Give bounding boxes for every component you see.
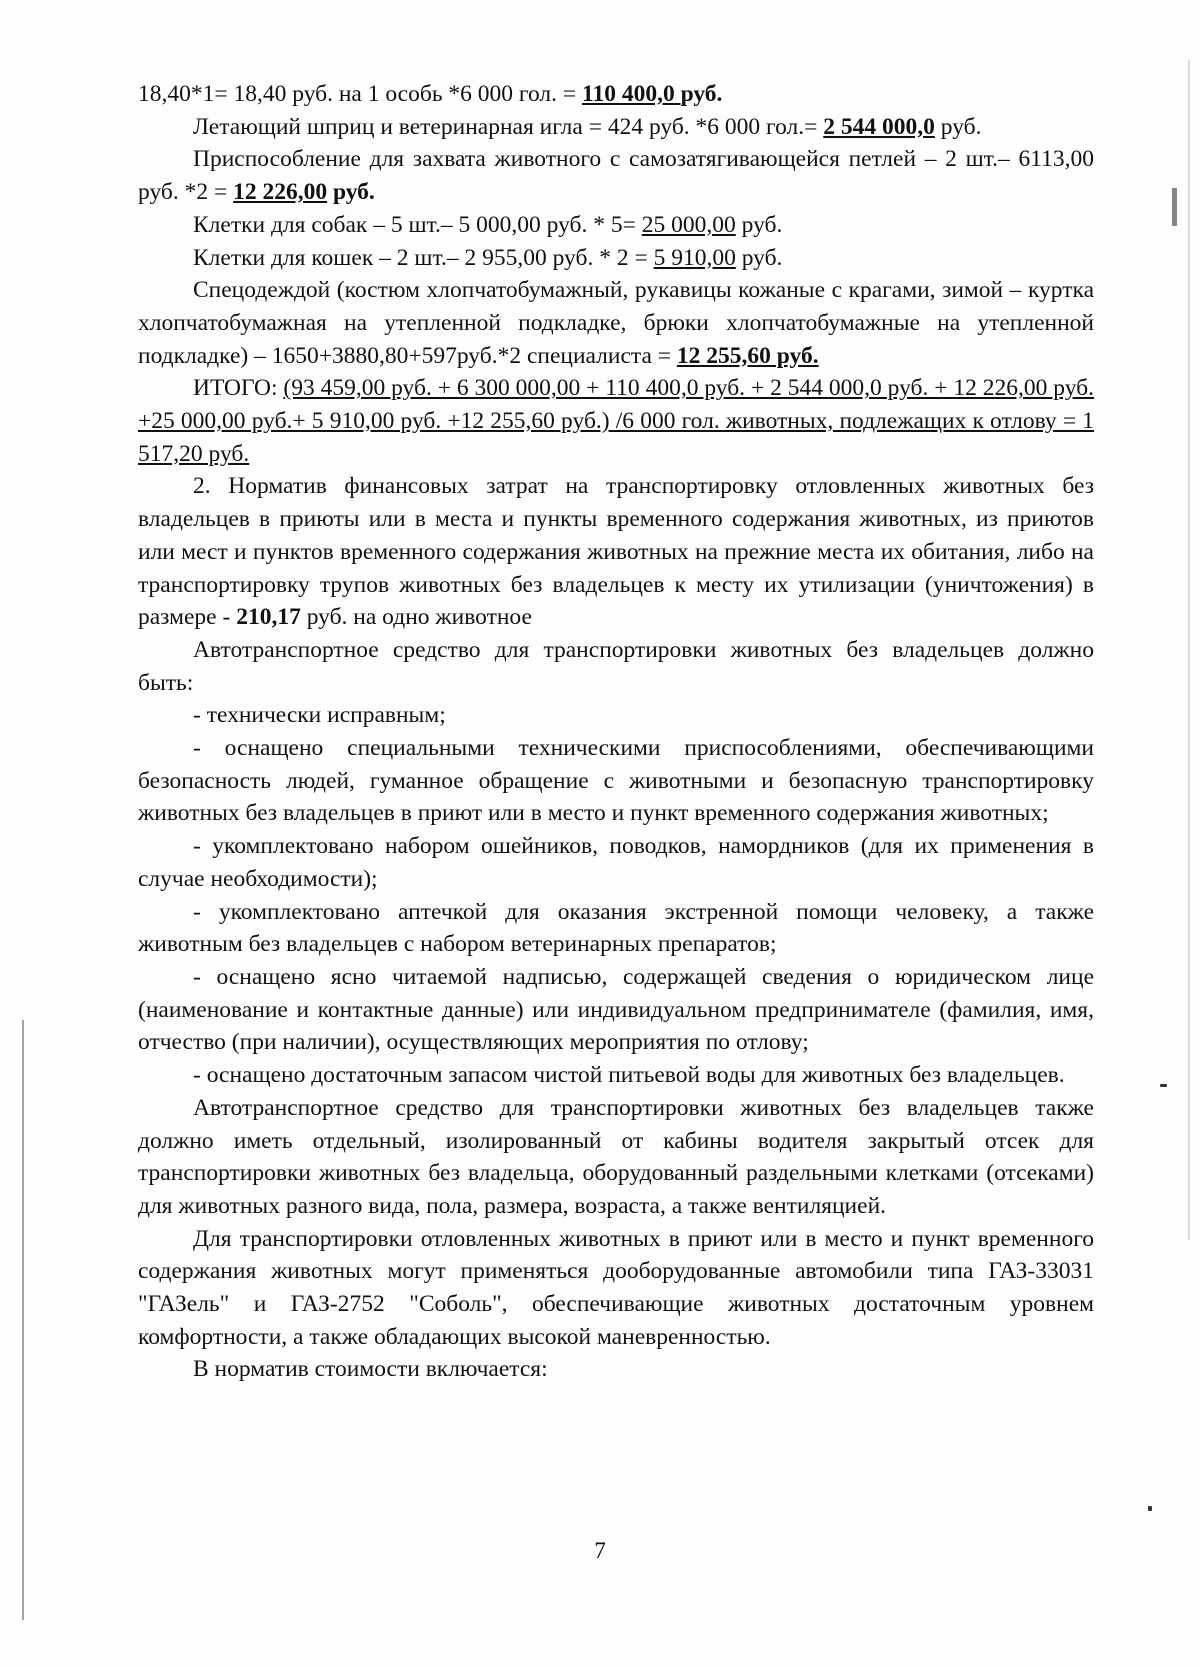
- text-run: ИТОГО:: [193, 375, 284, 402]
- text-run: Спецодеждой (костюм хлопчатобумажный, рукавицы кожаные с крагами, зимой – куртка хлопчатобумажная на утепленной подкладке, брюки хлопчатобумажные на утепленной подкладке) – 1650+3880,80+597руб.*2 специалиста =: [138, 277, 1094, 369]
- paragraph-capture-device: [138, 143, 1094, 208]
- paragraph-cat-cages: [138, 242, 1094, 275]
- text-run: - оснащено ясно читаемой надписью, содержащей сведения о юридическом лице (наименование и контактные данные) или индивидуальном предпринимателе (фамилия, имя, отчество (при наличии), осуществляющих мероприятия по отлову;: [138, 963, 1094, 1056]
- text-run: руб.: [934, 113, 982, 140]
- paragraph-total: [138, 372, 1094, 470]
- text-run: руб. на одно животное: [300, 604, 532, 631]
- text-run: - оснащено достаточным запасом чистой питьевой воды для животных без владельцев.: [193, 1062, 1065, 1089]
- text-run: (93 459,00 руб. + 6 300 000,00 + 110 400,0 руб. + 2 544 000,0 руб. + 12 226,00 руб. +25 000,00 руб.+ 5 910,00 руб. +12 255,60 руб.) /6 000 гол. животных, подлежащих к отлову = 1 517,20 руб.: [138, 375, 1094, 467]
- paragraph-included: [138, 1353, 1094, 1386]
- text-run: 2 544 000,0: [823, 113, 935, 140]
- paragraph-vehicle-intro: [138, 634, 1094, 699]
- text-run: Клетки для собак – 5 шт.– 5 000,00 руб. * 5=: [193, 211, 642, 238]
- text-run: 210,17: [236, 604, 301, 631]
- paragraph-item-2: [138, 470, 1094, 634]
- text-run: 18,40*1= 18,40 руб. на 1 особь *6 000 гол. =: [138, 81, 583, 107]
- document-body: [138, 78, 1094, 1386]
- scan-edge-line-left: [22, 1020, 24, 1620]
- text-run: Автотранспортное средство для транспортировки животных без владельцев также должно иметь отдельный, изолированный от кабины водителя закрытый отсек для транспортировки животных без владельца, оборудованный раздельными клетками (отсеками) для животных разного вида, пола, размера, возраста, а также вентиляцией.: [138, 1094, 1094, 1219]
- text-run: 12 226,00: [233, 179, 328, 206]
- text-run: Приспособление для захвата животного с самозатягивающейся петлей – 2 шт.– 6113,00 руб. *2 =: [138, 146, 1094, 206]
- text-run: - укомплектовано аптечкой для оказания экстренной помощи человеку, а также животным без владельцев с набором ветеринарных препаратов;: [138, 898, 1094, 958]
- text-run: 25 000,00: [641, 211, 736, 238]
- text-run: руб.: [327, 179, 375, 206]
- paragraph-line-1: [138, 78, 1094, 111]
- paragraph-req-5: [138, 961, 1094, 1059]
- text-run: В норматив стоимости включается:: [193, 1356, 548, 1383]
- text-run: руб.: [735, 211, 783, 238]
- paragraph-req-2: [138, 732, 1094, 830]
- text-run: 12 255,60 руб.: [676, 342, 819, 369]
- paragraph-compartment: [138, 1092, 1094, 1223]
- text-run: 5 910,00: [653, 244, 736, 271]
- text-run: руб.: [680, 81, 723, 107]
- text-run: 110 400,0: [582, 81, 681, 107]
- text-run: - укомплектовано набором ошейников, поводков, намордников (для их применения в случае необходимости);: [138, 833, 1094, 892]
- scan-speck: [1172, 188, 1177, 226]
- text-run: Автотранспортное средство для транспортировки животных без владельцев должно быть:: [138, 636, 1094, 696]
- paragraph-req-4: [138, 896, 1094, 961]
- paragraph-vehicles: [138, 1223, 1094, 1354]
- paragraph-workwear: [138, 274, 1094, 372]
- text-run: Летающий шприц и ветеринарная игла = 424 руб. *6 000 гол.=: [193, 113, 824, 140]
- text-run: 2. Норматив финансовых затрат на транспортировку отловленных животных без владельцев в приюты или в места и пункты временного содержания животных, из приютов или мест и пунктов временного содержания животных на прежние места их обитания, либо на транспортировку трупов животных без владельцев к месту их утилизации (уничтожения) в размере -: [138, 473, 1094, 631]
- text-run: Клетки для кошек – 2 шт.– 2 955,00 руб. * 2 =: [193, 244, 654, 271]
- paragraph-req-1: [138, 699, 1094, 732]
- text-run: Для транспортировки отловленных животных в приют или в место и пункт временного содержания животных могут применяться дооборудованные автомобили типа ГАЗ-33031 "ГАЗель" и ГАЗ-2752 "Соболь", обеспечивающие животных достаточным уровнем комфортности, а также обладающих высокой маневренностью.: [138, 1225, 1094, 1350]
- scan-speck: [1148, 1506, 1152, 1511]
- scan-edge-line-right: [1188, 60, 1190, 1240]
- text-run: руб.: [735, 244, 783, 271]
- text-run: - технически исправным;: [193, 702, 446, 729]
- text-run: - оснащено специальными техническими приспособлениями, обеспечивающими безопасность людей, гуманное обращение с животными и безопасную транспортировку животных без владельцев в приют или в место и пункт временного содержания животных;: [138, 735, 1094, 827]
- page-number: 7: [594, 1538, 606, 1563]
- paragraph-req-6: [138, 1059, 1094, 1092]
- scan-speck: [1160, 1084, 1167, 1087]
- paragraph-syringe: [138, 111, 1094, 144]
- paragraph-dog-cages: [138, 209, 1094, 242]
- paragraph-req-3: [138, 830, 1094, 895]
